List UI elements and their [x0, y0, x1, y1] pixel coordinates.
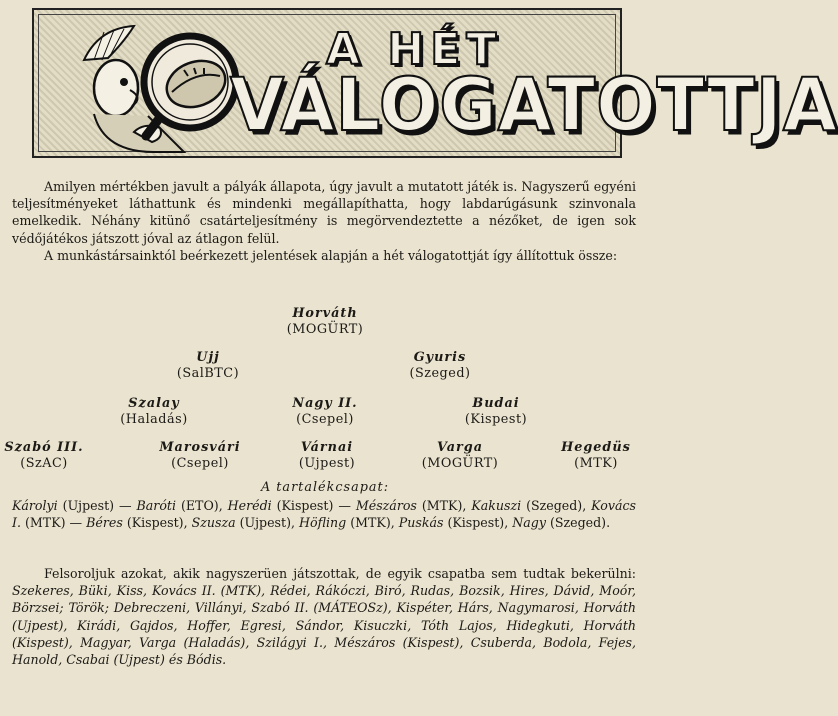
- reserve-item: Herédi (Kispest) —: [227, 498, 356, 513]
- reserve-item: Puskás (Kispest),: [398, 515, 509, 531]
- reserve-item: Kovács I. (MTK) —: [12, 498, 636, 531]
- reserve-item: Szusza (Ujpest),: [191, 515, 295, 531]
- outro-paragraph: [12, 565, 636, 668]
- banner-title-big: VÁLOGATOTTJA: [230, 61, 838, 149]
- reserve-item: Kakuszi (Szeged),: [471, 498, 587, 513]
- player-inside-left: Varga (MOGÜRT): [421, 440, 499, 471]
- intro-text: [12, 178, 636, 264]
- banner-title-small: A HÉT: [326, 24, 503, 75]
- reserve-item: Béres (Kispest),: [86, 515, 188, 531]
- reserve-item: Baróti (ETO),: [136, 498, 223, 513]
- player-inside-right: Marosvári (Csepel): [159, 440, 241, 471]
- intro-paragraph-2: A munkástársainktól beérkezett jelentések alapján a hét válogatottját így állítottuk össze:: [44, 247, 618, 263]
- reserve-item: Höfling (MTK),: [299, 515, 395, 531]
- title-banner: [32, 8, 838, 158]
- reserve-heading: A tartalékcsapat:: [260, 480, 390, 495]
- player-right-back: Ujj (SalBTC): [176, 350, 240, 381]
- player-right-wing: Szabó III. (SzAC): [4, 440, 84, 471]
- reserve-item: Mészáros (MTK),: [355, 498, 467, 513]
- player-centre-half: Nagy II. (Csepel): [292, 396, 358, 427]
- team-lineup: [0, 306, 650, 476]
- outro-text: [12, 565, 636, 668]
- outro-names: Szekeres, Büki, Kiss, Kovács II. (MTK), Rédei, Rákóczi, Biró, Rudas, Bozsik, Hires, Dávid, Moór, Börzsei; Török; Debreczeni, Villányi, Szabó II. (MÁTEOSz), Kispéter, Hárs, Nagymarosi, Horváth (Ujpest), Kirádi, Gajdos, Hoffer, Egresi, Sándor, Kisuczki, Tóth Lajos, Hidegkuti, Horváth (Kispest), Magyar, Varga (Haladás), Szilágyi I., Mészáros (Kispest), Csuberda, Bodola, Fejes, Hanold, Csabai (Ujpest) és Bódis.: [12, 583, 636, 668]
- player-goalkeeper: Horváth (MOGÜRT): [286, 306, 364, 337]
- player-left-back: Gyuris (Szeged): [409, 350, 471, 381]
- player-left-wing: Hegedüs (MTK): [561, 440, 631, 471]
- intro-paragraph-1: Amilyen mértékben javult a pályák állapota, úgy javult a mutatott játék is. Nagyszerű egyéni teljesítményeket láthattunk és mindenki megállapíthatta, hogy labdarúgásunk szinvonala emelkedik. Néhány kitünő csatárteljesítmény is megörvendeztette a nézőket, de igen sok védőjátékos játszott jóval az átlagon felül.: [12, 179, 636, 246]
- reserve-item: Károlyi (Ujpest) —: [12, 498, 137, 513]
- player-centre-forward: Várnai (Ujpest): [298, 440, 356, 471]
- player-right-half: Szalay (Haladás): [120, 396, 188, 427]
- player-left-half: Budai (Kispest): [464, 396, 528, 427]
- reserve-list: [12, 497, 636, 531]
- reserve-item: Nagy (Szeged).: [512, 515, 611, 531]
- outro-lead: Felsoroljuk azokat, akik nagyszerüen játszottak, de egyik csapatba sem tudtak bekerülni:: [44, 566, 636, 581]
